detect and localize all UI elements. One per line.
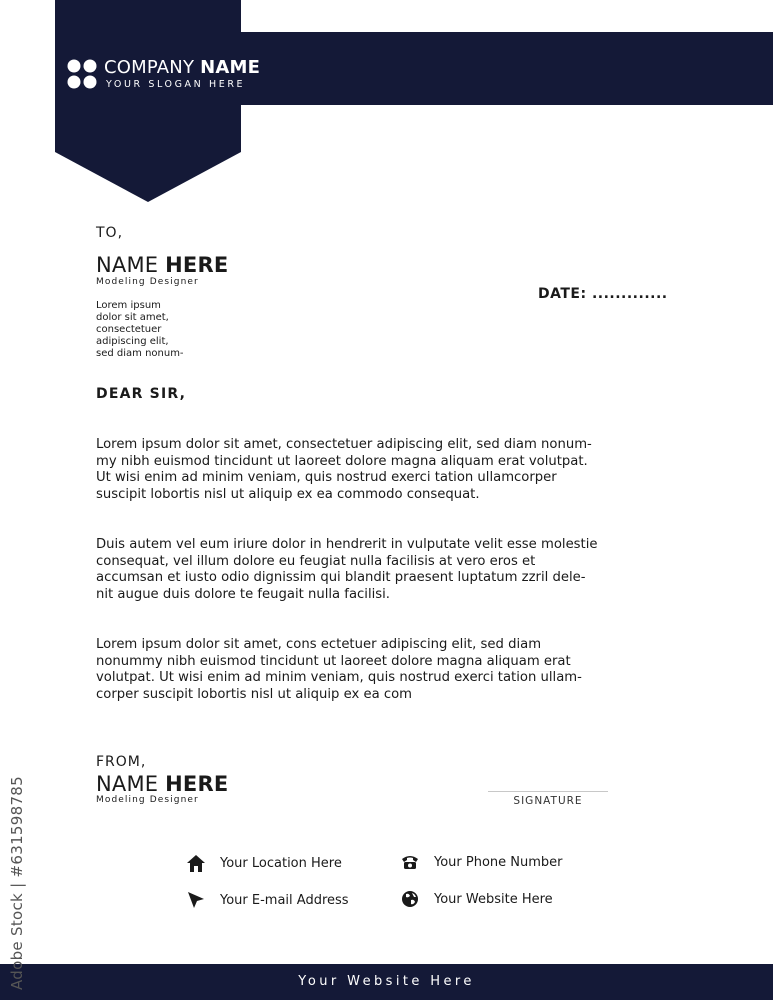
contact-phone — [400, 852, 563, 872]
recipient-address: Lorem ipsum dolor sit amet, consectetuer adipiscing elit, sed diam nonum- — [96, 300, 184, 359]
footer-website: Your Website Here — [298, 974, 475, 989]
send-arrow-icon — [186, 890, 206, 910]
contact-phone-text: Your Phone Number — [434, 854, 563, 870]
contact-location-text: Your Location Here — [220, 855, 342, 871]
telephone-icon — [400, 852, 420, 872]
header-badge — [55, 0, 241, 202]
recipient-title: Modeling Designer — [96, 277, 199, 287]
home-icon — [186, 853, 206, 873]
signature-label: SIGNATURE — [513, 795, 583, 807]
header-bar — [241, 32, 773, 105]
globe-icon — [400, 889, 420, 909]
body-paragraph: Lorem ipsum dolor sit amet, cons ectetuer adipiscing elit, sed diam nonummy nibh euismod tincidunt ut laoreet dolore magna aliquam erat volutpat. Ut wisi enim ad minim veniam, quis nostrud exerci tation ullam- corper suscipit lobortis nisl ut aliquip ex ea com — [96, 637, 582, 702]
contact-email — [186, 890, 349, 910]
signature-line — [488, 791, 608, 792]
stock-id-label: Adobe Stock | #631598785 — [8, 776, 26, 990]
recipient-name: NAME HERE — [96, 253, 229, 277]
sender-title: Modeling Designer — [96, 795, 199, 805]
company-name: COMPANY NAME — [104, 57, 261, 78]
company-slogan: YOUR SLOGAN HERE — [106, 79, 246, 90]
from-label: FROM, — [96, 754, 147, 770]
body-paragraph: Duis autem vel eum iriure dolor in hendrerit in vulputate velit esse molestie consequat, vel illum dolore eu feugiat nulla facilisis at vero eros et accumsan et iusto odio dignissim qui blandit praesent luptatum zzril dele- nit augue duis dolore te feugait nulla facilisi. — [96, 537, 598, 602]
to-label: TO, — [96, 225, 124, 241]
contact-email-text: Your E-mail Address — [220, 892, 349, 908]
contact-website — [400, 889, 553, 909]
salutation: DEAR SIR, — [96, 386, 187, 402]
body-paragraph: Lorem ipsum dolor sit amet, consectetuer adipiscing elit, sed diam nonum- my nibh euismod tincidunt ut laoreet dolore magna aliquam erat volutpat. Ut wisi enim ad minim veniam, quis nostrud exerci tation ullamcorper suscipit lobortis nisl ut aliquip ex ea commodo consequat. — [96, 437, 592, 502]
contact-location — [186, 853, 342, 873]
four-circle-logo-icon — [66, 58, 98, 90]
sender-name: NAME HERE — [96, 772, 229, 796]
date-label: DATE: ............. — [538, 286, 668, 302]
contact-website-text: Your Website Here — [434, 891, 553, 907]
